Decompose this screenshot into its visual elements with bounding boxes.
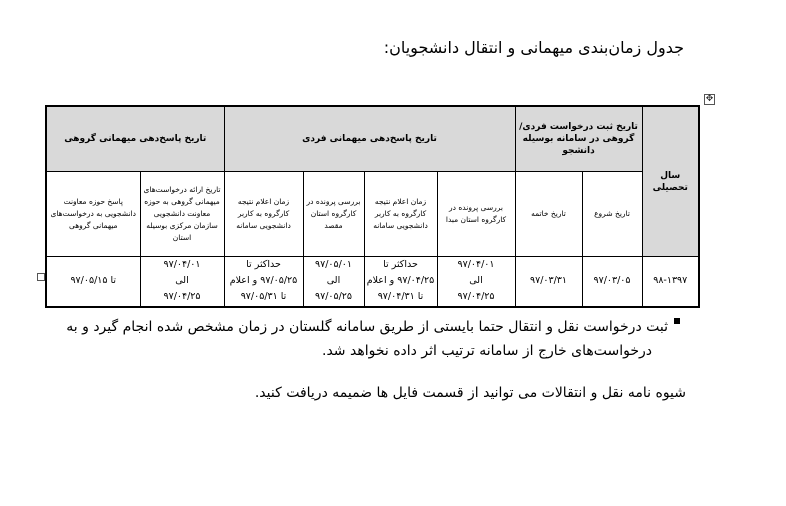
header-academic-year: سال تحصیلی xyxy=(642,106,699,257)
bullet-text: ثبت درخواست نقل و انتقال حتما بایستی از طریق سامانه گلستان در زمان مشخص شده انجام گیرد و به xyxy=(66,319,668,335)
header-registration-date: تاریخ ثبت درخواست فردی/گروهی در سامانه بوسیله دانشجو xyxy=(515,106,642,172)
header-individual-response: تاریخ پاسخ‌دهی میهمانی فردی xyxy=(224,106,515,172)
cell-line: تا ۹۷/۰۴/۳۱ xyxy=(377,291,424,303)
cell-group-answer: تا ۹۷/۰۵/۱۵ xyxy=(46,257,140,307)
cell-end-date: ۹۷/۰۳/۳۱ xyxy=(515,257,582,307)
subheader-start-date: تاریخ شروع xyxy=(582,172,642,257)
document-title: جدول زمان‌بندی میهمانی و انتقال دانشجویان: xyxy=(383,38,684,57)
header-group-response: تاریخ پاسخ‌دهی میهمانی گروهی xyxy=(46,106,224,172)
subheader-origin-review: بررسی پرونده در کارگروه استان مبدا xyxy=(437,172,515,257)
cell-line: تا ۹۷/۰۵/۳۱ xyxy=(240,291,287,303)
subheader-destination-announce: زمان اعلام نتیجه کارگروه به کاربر دانشجویی سامانه xyxy=(224,172,303,257)
cell-line: ۹۷/۰۴/۰۱ xyxy=(163,259,201,271)
table-row xyxy=(46,257,699,307)
cell-group-submit xyxy=(140,257,224,307)
cell-line: ۹۷/۰۴/۰۱ xyxy=(457,259,495,271)
subheader-group-submit: تاریخ ارائه درخواست‌های میهمانی گروهی به حوزه معاونت دانشجویی سازمان مرکزی بوسیله استان xyxy=(140,172,224,257)
bullet-paragraph xyxy=(20,315,680,363)
cell-origin-review xyxy=(437,257,515,307)
cell-start-date: ۹۷/۰۳/۰۵ xyxy=(582,257,642,307)
schedule-table xyxy=(45,105,700,308)
cell-line: ۹۷/۰۵/۲۵ xyxy=(314,291,353,303)
cell-academic-year: ۹۸-۱۳۹۷ xyxy=(642,257,699,307)
cell-line: ۹۷/۰۴/۲۵ و اعلام xyxy=(366,275,435,287)
table-resize-handle[interactable] xyxy=(37,273,45,281)
square-bullet-icon xyxy=(674,318,680,324)
subheader-destination-review: بررسی پرونده در کارگروه استان مقصد xyxy=(303,172,364,257)
cell-destination-review xyxy=(303,257,364,307)
subheader-group-answer: پاسخ حوزه معاونت دانشجویی به درخواست‌های میهمانی گروهی xyxy=(46,172,140,257)
table-move-handle-icon[interactable]: ✥ xyxy=(705,94,714,104)
bullet-text-continued: درخواست‌های خارج از سامانه ترتیب اثر داده نخواهد شد. xyxy=(322,343,652,359)
cell-origin-announce xyxy=(364,257,437,307)
cell-line: الی xyxy=(175,275,189,287)
cell-line: الی xyxy=(469,275,483,287)
cell-line: ۹۷/۰۴/۲۵ xyxy=(457,291,495,303)
cell-line: حداکثر تا xyxy=(246,259,281,271)
subheader-end-date: تاریخ خاتمه xyxy=(515,172,582,257)
attachment-note: شیوه نامه نقل و انتقالات می توانید از قسمت فایل ها ضمیمه دریافت کنید. xyxy=(254,385,686,401)
subheader-origin-announce: زمان اعلام نتیجه کارگروه به کاربر دانشجویی سامانه xyxy=(364,172,437,257)
cell-line: ۹۷/۰۵/۰۱ xyxy=(314,259,353,271)
cell-line: حداکثر تا xyxy=(383,259,418,271)
cell-line: ۹۷/۰۴/۲۵ xyxy=(163,291,201,303)
cell-line: الی xyxy=(326,275,341,287)
cell-destination-announce xyxy=(224,257,303,307)
cell-line: ۹۷/۰۵/۲۵ و اعلام xyxy=(229,275,298,287)
